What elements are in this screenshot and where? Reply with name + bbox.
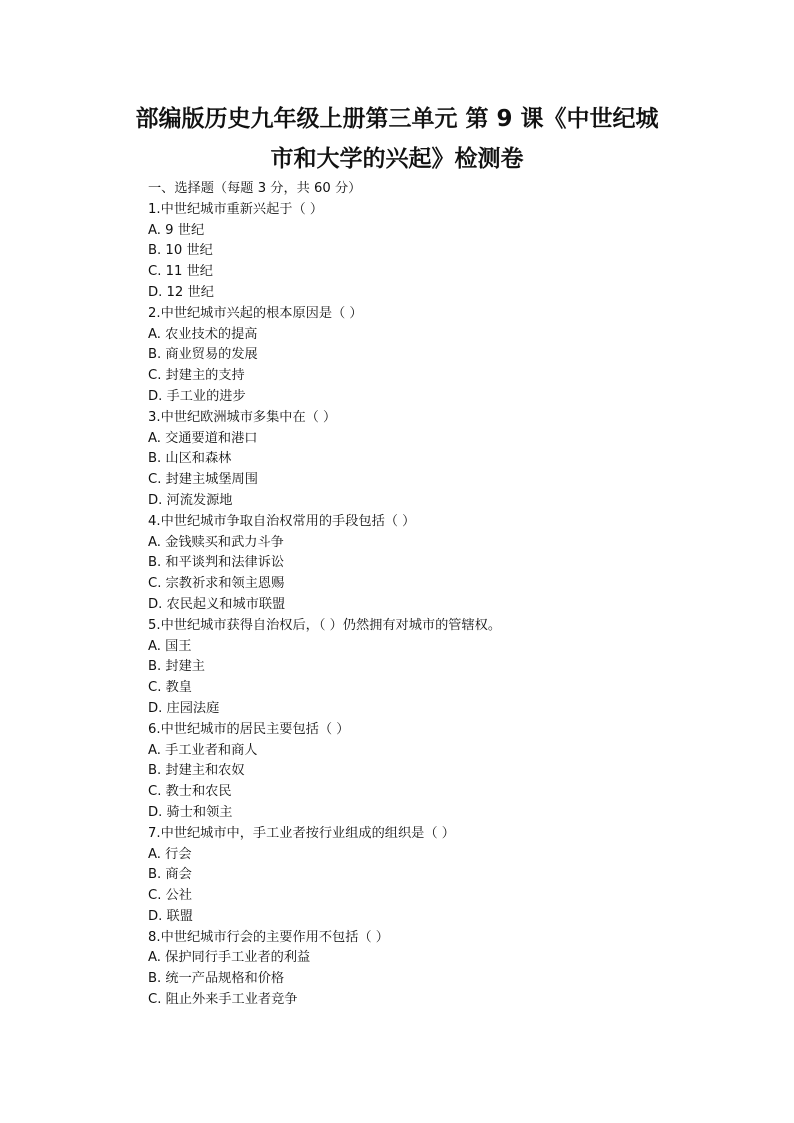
question-6: 6.中世纪城市的居民主要包括（ ）	[148, 721, 350, 737]
question-2: 2.中世纪城市兴起的根本原因是（ ）	[148, 305, 363, 321]
question-6-option-b: B. 封建主和农奴	[148, 763, 245, 779]
question-1-option-b: B. 10 世纪	[148, 243, 213, 259]
question-8-option-c: C. 阻止外来手工业者竞争	[148, 992, 298, 1008]
question-8-option-b: B. 统一产品规格和价格	[148, 971, 285, 987]
question-7-option-d: D. 联盟	[148, 908, 193, 924]
question-6-option-a: A. 手工业者和商人	[148, 742, 258, 758]
question-3: 3.中世纪欧洲城市多集中在（ ）	[148, 409, 337, 425]
question-7-option-c: C. 公社	[148, 888, 192, 904]
question-4-option-c: C. 宗教祈求和领主恩赐	[148, 576, 285, 592]
question-4-option-a: A. 金钱赎买和武力斗争	[148, 534, 284, 550]
question-6-option-c: C. 教士和农民	[148, 784, 232, 800]
question-7: 7.中世纪城市中，手工业者按行业组成的组织是（ ）	[148, 825, 455, 841]
question-5-option-b: B. 封建主	[148, 659, 205, 675]
question-4-option-b: B. 和平谈判和法律诉讼	[148, 555, 285, 571]
question-8: 8.中世纪城市行会的主要作用不包括（ ）	[148, 929, 389, 945]
question-5: 5.中世纪城市获得自治权后，（ ）仍然拥有对城市的管辖权。	[148, 617, 502, 633]
question-5-option-a: A. 国王	[148, 638, 192, 654]
question-7-option-b: B. 商会	[148, 867, 192, 883]
question-2-option-d: D. 手工业的进步	[148, 388, 246, 404]
question-5-option-d: D. 庄园法庭	[148, 700, 220, 716]
question-7-option-a: A. 行会	[148, 846, 192, 862]
question-2-option-a: A. 农业技术的提高	[148, 326, 258, 342]
question-1-option-d: D. 12 世纪	[148, 284, 214, 300]
document-title-line-1: 部编版历史九年级上册第三单元 第 9 课《中世纪城	[135, 106, 659, 132]
question-4: 4.中世纪城市争取自治权常用的手段包括（ ）	[148, 513, 416, 529]
question-2-option-c: C. 封建主的支持	[148, 368, 245, 384]
question-1: 1.中世纪城市重新兴起于（ ）	[148, 201, 324, 217]
question-4-option-d: D. 农民起义和城市联盟	[148, 596, 286, 612]
question-6-option-d: D. 骑士和领主	[148, 804, 233, 820]
question-1-option-c: C. 11 世纪	[148, 264, 213, 280]
question-5-option-c: C. 教皇	[148, 680, 192, 696]
question-3-option-b: B. 山区和森林	[148, 451, 232, 467]
question-3-option-c: C. 封建主城堡周围	[148, 472, 258, 488]
question-8-option-a: A. 保护同行手工业者的利益	[148, 950, 311, 966]
question-2-option-b: B. 商业贸易的发展	[148, 347, 258, 363]
section-heading: 一、选择题（每题 3 分，共 60 分）	[148, 181, 362, 196]
question-3-option-a: A. 交通要道和港口	[148, 430, 258, 446]
question-1-option-a: A. 9 世纪	[148, 222, 205, 238]
document-title-line-2: 市和大学的兴起》检测卷	[270, 146, 524, 172]
question-list	[148, 179, 708, 1011]
question-3-option-d: D. 河流发源地	[148, 492, 233, 508]
